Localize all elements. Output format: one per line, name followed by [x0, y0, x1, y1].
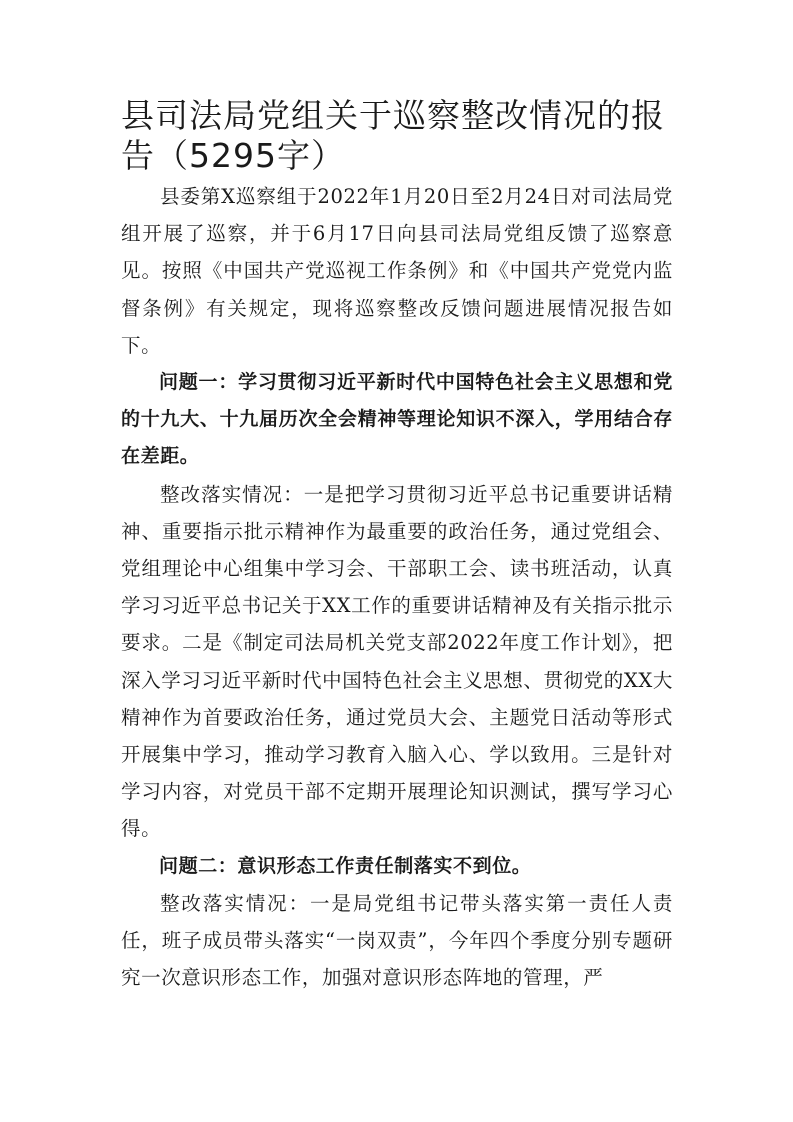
- issue-two-heading: 问题二：意识形态工作责任制落实不到位。: [159, 854, 532, 877]
- issue-one-heading: 问题一：学习贯彻习近平新时代中国特色社会主义思想和党的十九大、十九届历次全会精神等理论知识不深入，学用结合存在差距。: [121, 371, 673, 468]
- intro-paragraph: 县委第X巡察组于2022年1月20日至2月24日对司法局党组开展了巡察，并于6月17日向县司法局党组反馈了巡察意见。按照《中国共产党巡视工作条例》和《中国共产党党内监督条例》有关规定，现将巡察整改反馈问题进展情况报告如下。: [121, 185, 673, 357]
- issue-two-rectification-paragraph: 整改落实情况：一是局党组书记带头落实第一责任人责任，班子成员带头落实“一岗双责”，今年四个季度分别专题研究一次意识形态工作，加强对意识形态阵地的管理，严: [121, 891, 673, 990]
- issue-one-rectification-paragraph: 整改落实情况：一是把学习贯彻习近平总书记重要讲话精神、重要指示批示精神作为最重要的政治任务，通过党组会、党组理论中心组集中学习会、干部职工会、读书班活动，认真学习习近平总书记关于XX工作的重要讲话精神及有关指示批示要求。二是《制定司法局机关党支部2022年度工作计划》，把深入学习习近平新时代中国特色社会主义思想、贯彻党的XX大精神作为首要政治任务，通过党员大会、主题党日活动等形式开展集中学习，推动学习教育入脑入心、学以致用。三是针对学习内容，对党员干部不定期开展理论知识测试，撰写学习心得。: [121, 482, 673, 841]
- document-title: 县司法局党组关于巡察整改情况的报告（5295字）: [121, 96, 665, 175]
- document-body: [121, 178, 673, 996]
